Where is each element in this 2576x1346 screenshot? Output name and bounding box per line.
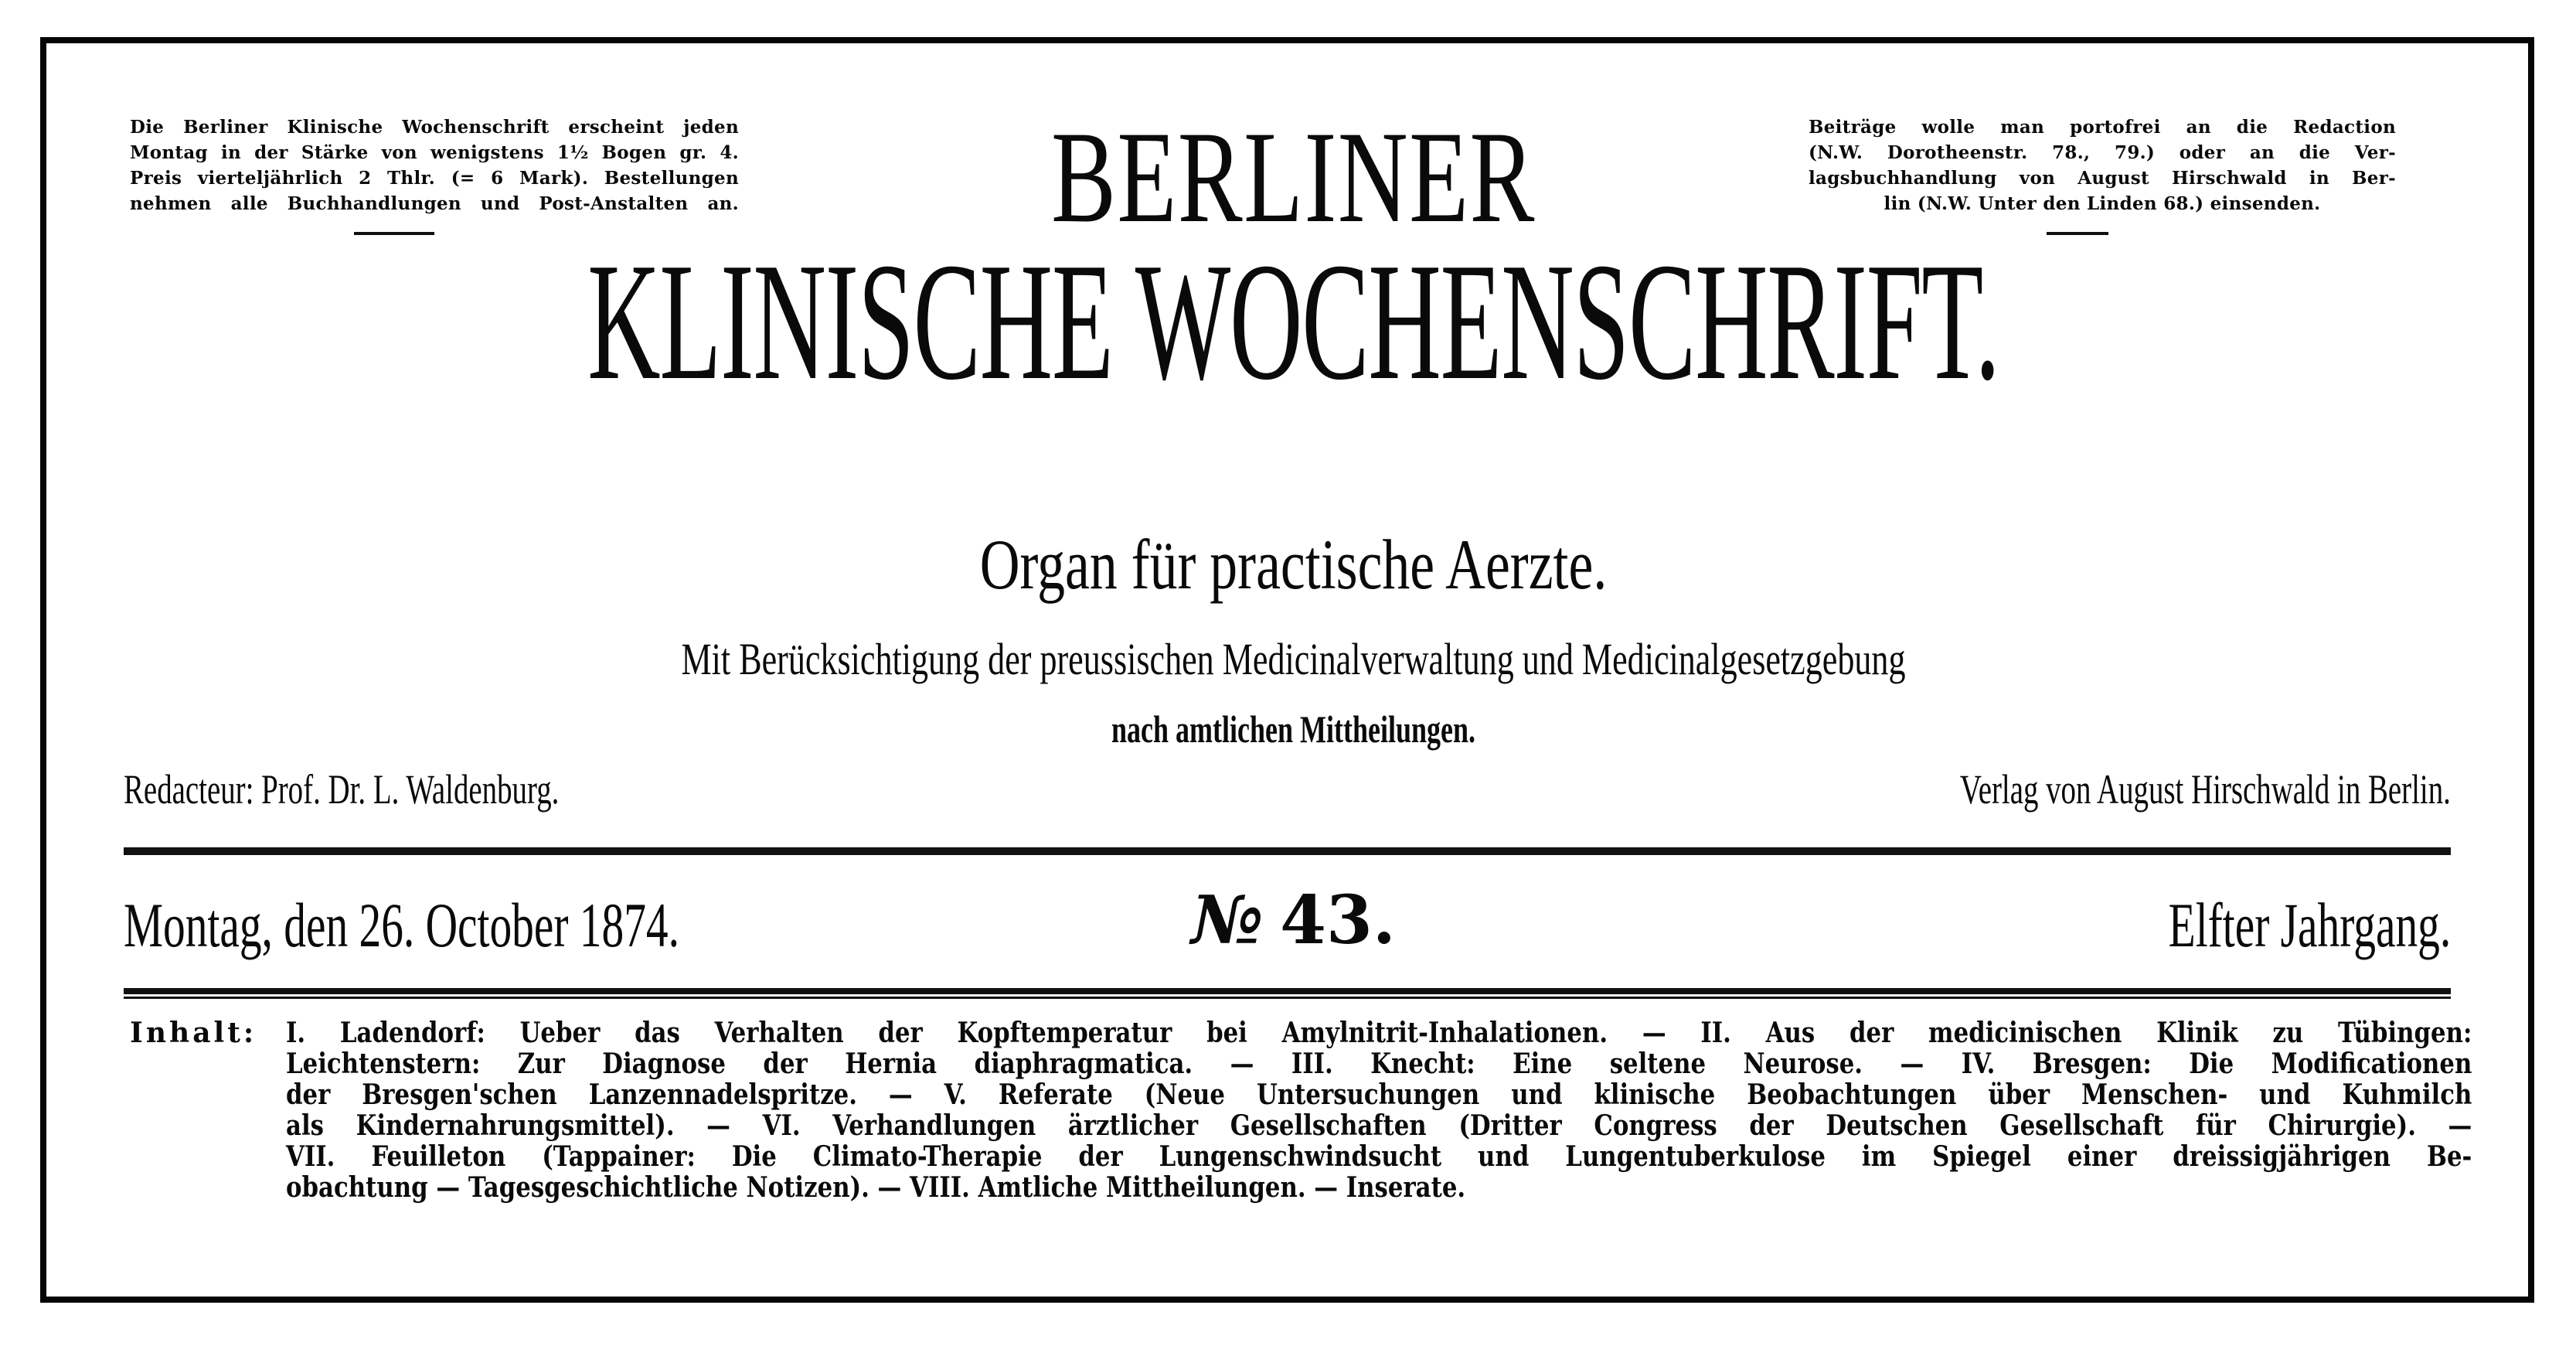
notice-line: Die Berliner Klinische Wochenschrift erscheint jeden (130, 117, 739, 138)
contents-line: der Bresgen'schen Lanzennadelspritze. — V. Referate (Neue Untersuchungen und klinische Beobachtungen über Menschen- und Kuhmilch (286, 1079, 2472, 1111)
contents-list (286, 1017, 2472, 1203)
issue-number (46, 881, 2540, 959)
editor-credit: Redacteur: Prof. Dr. L. Waldenburg. (124, 766, 560, 813)
contents-line: Leichtenstern: Zur Diagnose der Hernia diaphragmatica. — III. Knecht: Eine seltene Neurose. — IV. Bresgen: Die Modificationen (286, 1048, 2472, 1080)
notice-line: lin (N.W. Unter den Linden 68.) einsenden. (1884, 193, 2321, 214)
contents-line: VII. Feuilleton (Tappainer: Die Climato-Therapie der Lungenschwindsucht und Lungentuberkulose im Spiegel einer dreissigjährigen Be- (286, 1140, 2472, 1173)
notice-line: Montag in der Stärke von wenigstens 1½ Bogen gr. 4. (130, 142, 739, 163)
notice-line: Preis vierteljährlich 2 Thlr. (= 6 Mark). Bestellungen (130, 168, 739, 189)
tagline: Mit Berücksichtigung der preussischen Medicinalverwaltung und Medicinalgesetzgebung (681, 634, 1906, 684)
newspaper-masthead-frame (40, 37, 2534, 1303)
contents-line: obachtung — Tagesgeschichtliche Notizen). — VIII. Amtliche Mittheilungen. — Inserate. (286, 1171, 1466, 1204)
contents-label: Inhalt: (130, 1017, 257, 1049)
notice-line: nehmen alle Buchhandlungen und Post-Anstalten an. (130, 193, 739, 214)
contents-line: I. Ladendorf: Ueber das Verhalten der Kopftemperatur bei Amylnitrit-Inhalationen. — II. Aus der medicinischen Klinik zu Tübingen: (286, 1017, 2472, 1049)
notice-line: (N.W. Dorotheenstr. 78., 79.) oder an die Ver- (1809, 142, 2396, 163)
issue-number-value: 43. (1280, 881, 1396, 959)
issue-date: Montag, den 26. October 1874. (124, 890, 679, 960)
subtitle: Organ für practische Aerzte. (979, 525, 1608, 604)
contents-rule (124, 988, 2451, 999)
title-berliner: BERLINER (1051, 104, 1536, 250)
notice-line: Beiträge wolle man portofrei an die Redaction (1809, 117, 2396, 138)
tagline-official: nach amtlichen Mittheilungen. (1111, 707, 1476, 751)
masthead-rule (124, 847, 2451, 855)
contents-line: als Kindernahrungsmittel). — VI. Verhandlungen ärztlicher Gesellschaften (Dritter Congress der Deutschen Gesellschaft für Chirurgie). — (286, 1109, 2472, 1142)
publisher-credit: Verlag von August Hirschwald in Berlin. (1960, 766, 2451, 813)
title-klinische-wochenschrift: KLINISCHE WOCHENSCHRIFT. (587, 229, 1999, 415)
numero-sign-icon: № (1191, 881, 1264, 959)
notice-line: lagsbuchhandlung von August Hirschwald in Ber- (1809, 168, 2396, 189)
issue-volume: Elfter Jahrgang. (2168, 890, 2451, 960)
